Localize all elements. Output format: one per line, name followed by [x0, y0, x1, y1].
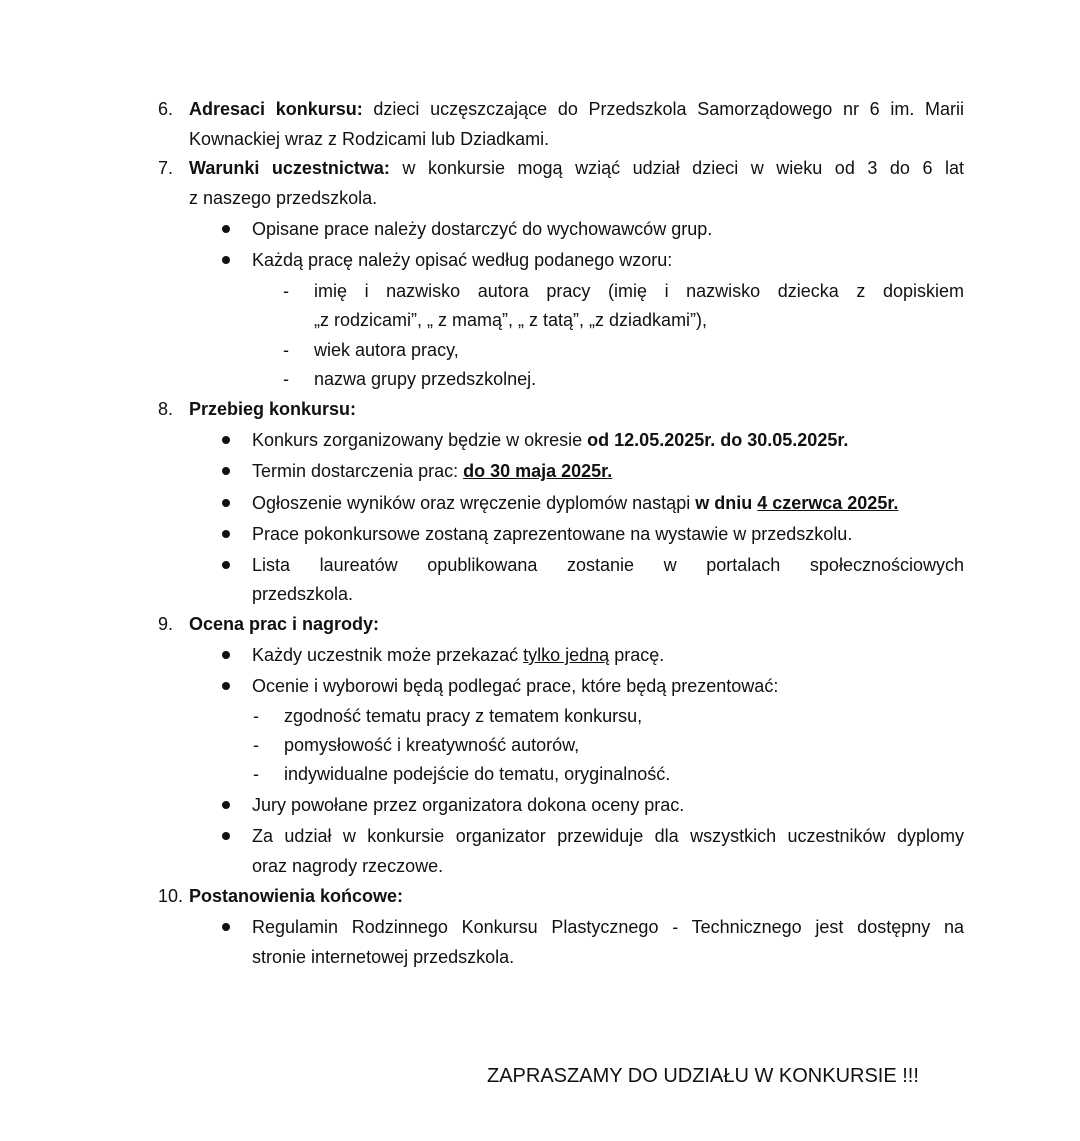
section-10-bullet-1-cont: stronie internetowej przedszkola.	[252, 947, 515, 967]
section-9-bullet-2: Ocenie i wyborowi będą podlegać prace, które będą prezentować:	[252, 676, 779, 696]
bullet-icon	[222, 801, 230, 809]
section-9-number: 9.	[158, 614, 174, 634]
section-6-line-1	[189, 98, 964, 120]
section-6-title: Adresaci konkursu:	[189, 99, 363, 119]
section-8-bullet-3-text: Ogłoszenie wyników oraz wręczenie dyplomów nastąpi	[252, 493, 696, 513]
section-6-text-1: dzieci uczęszczające do Przedszkola Samorządowego nr 6 im. Marii	[362, 99, 964, 119]
section-6-line-2: Kownackiej wraz z Rodzicami lub Dziadkami.	[189, 129, 550, 149]
section-10-bullet-1: Regulamin Rodzinnego Konkursu Plastycznego - Technicznego jest dostępny na	[252, 917, 964, 937]
section-9-bullet-4-cont: oraz nagrody rzeczowe.	[252, 856, 444, 876]
bullet-icon	[222, 651, 230, 659]
section-7-line-1	[189, 157, 964, 179]
section-9-bullet-1-text: Każdy uczestnik może przekazać	[252, 645, 524, 665]
section-7-bullet-2: Każdą pracę należy opisać według podanego wzoru:	[252, 250, 673, 270]
section-7-title: Warunki uczestnictwa:	[189, 158, 390, 178]
bullet-icon	[222, 530, 230, 538]
section-8-bullet-1	[252, 429, 848, 451]
dash-marker: -	[283, 340, 289, 360]
section-10-title: Postanowienia końcowe:	[189, 886, 404, 906]
section-10-number: 10.	[158, 886, 184, 906]
dash-marker: -	[253, 764, 259, 784]
section-8-bullet-3	[252, 492, 898, 514]
section-7-number: 7.	[158, 158, 174, 178]
bullet-icon	[222, 832, 230, 840]
section-9-bullet-1-end: pracę.	[609, 645, 665, 665]
section-6-number: 6.	[158, 99, 174, 119]
section-8-bullet-1-text: Konkurs zorganizowany będzie w okresie	[252, 430, 588, 450]
section-7-dash-1: imię i nazwisko autora pracy (imię i nazwisko dziecka z dopiskiem	[314, 281, 964, 301]
section-9-bullet-4: Za udział w konkursie organizator przewiduje dla wszystkich uczestników dyplomy	[252, 826, 964, 846]
section-8-bullet-5-cont: przedszkola.	[252, 584, 354, 604]
section-8-bullet-2-deadline: do 30 maja 2025r.	[463, 461, 613, 481]
section-7-dash-1-cont: „z rodzicami”, „ z mamą”, „ z tatą”, „z dziadkami”),	[314, 310, 708, 330]
section-8-title: Przebieg konkursu:	[189, 399, 357, 419]
dash-marker: -	[253, 735, 259, 755]
section-7-dash-2: wiek autora pracy,	[314, 340, 459, 360]
section-9-bullet-1	[252, 644, 664, 666]
dash-marker: -	[253, 706, 259, 726]
section-8-bullet-3-date: 4 czerwca 2025r.	[757, 493, 899, 513]
section-8-bullet-5: Lista laureatów opublikowana zostanie w portalach społecznościowych	[252, 555, 964, 575]
section-8-number: 8.	[158, 399, 174, 419]
closing-invitation: ZAPRASZAMY DO UDZIAŁU W KONKURSIE !!!	[487, 1065, 919, 1087]
section-8-bullet-4: Prace pokonkursowe zostaną zaprezentowane na wystawie w przedszkolu.	[252, 524, 853, 544]
section-7-dash-3: nazwa grupy przedszkolnej.	[314, 369, 537, 389]
section-8-bullet-1-dates: od 12.05.2025r. do 30.05.2025r.	[587, 430, 849, 450]
bullet-icon	[222, 467, 230, 475]
section-8-bullet-2-text: Termin dostarczenia prac:	[252, 461, 464, 481]
section-8-bullet-3-bold: w dniu	[695, 493, 758, 513]
section-9-bullet-3: Jury powołane przez organizatora dokona oceny prac.	[252, 795, 685, 815]
section-7-line-2: z naszego przedszkola.	[189, 188, 378, 208]
bullet-icon	[222, 256, 230, 264]
section-8-bullet-2	[252, 460, 612, 482]
dash-marker: -	[283, 281, 289, 301]
section-9-title: Ocena prac i nagrody:	[189, 614, 380, 634]
dash-marker: -	[283, 369, 289, 389]
section-9-dash-3: indywidualne podejście do tematu, oryginalność.	[284, 764, 671, 784]
bullet-icon	[222, 682, 230, 690]
section-7-bullet-1: Opisane prace należy dostarczyć do wychowawców grup.	[252, 219, 713, 239]
bullet-icon	[222, 499, 230, 507]
section-9-bullet-1-underlined: tylko jedną	[523, 645, 610, 665]
bullet-icon	[222, 923, 230, 931]
bullet-icon	[222, 225, 230, 233]
section-9-dash-2: pomysłowość i kreatywność autorów,	[284, 735, 580, 755]
section-7-text-1: w konkursie mogą wziąć udział dzieci w wieku od 3 do 6 lat	[389, 158, 964, 178]
bullet-icon	[222, 561, 230, 569]
section-9-dash-1: zgodność tematu pracy z tematem konkursu,	[284, 706, 643, 726]
bullet-icon	[222, 436, 230, 444]
